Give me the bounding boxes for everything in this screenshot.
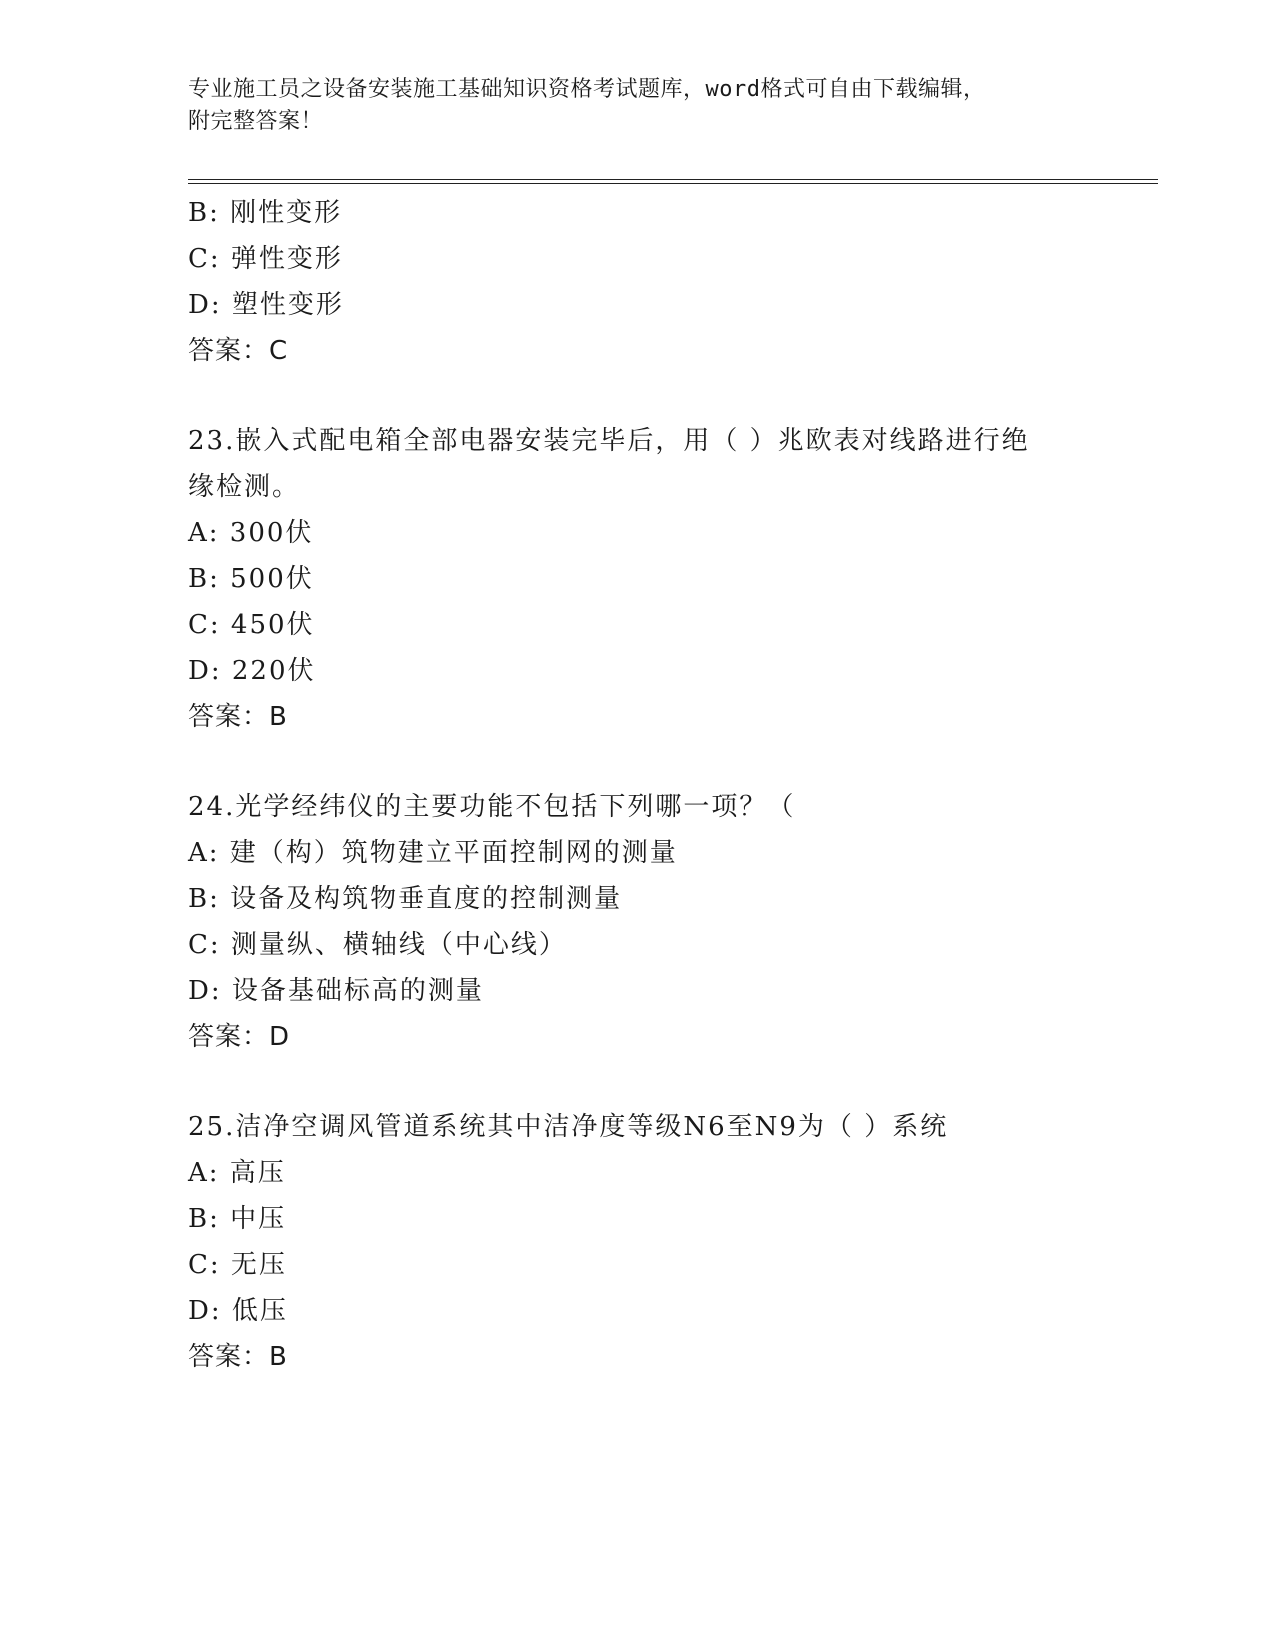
question-23 (188, 418, 1088, 740)
option-a: A: 300伏 (188, 518, 314, 548)
answer-line: 答案：B (188, 702, 288, 732)
header-divider-bottom (188, 183, 1158, 184)
document-header (188, 74, 1068, 138)
header-line-2: 附完整答案！ (188, 109, 324, 134)
question-stem-continued: 缘检测。 (188, 472, 301, 502)
option-c: C: 弹性变形 (188, 244, 343, 274)
option-b: B: 500伏 (188, 564, 314, 594)
answer-line: 答案：C (188, 336, 289, 366)
option-c: C: 无压 (188, 1250, 287, 1280)
question-24 (188, 784, 1088, 1060)
previous-question-tail (188, 190, 1088, 374)
option-d: D: 220伏 (188, 656, 316, 686)
header-line-1: 专业施工员之设备安装施工基础知识资格考试题库，word格式可自由下载编辑， (188, 77, 986, 102)
header-divider-top (188, 179, 1158, 180)
option-b: B: 刚性变形 (188, 198, 343, 228)
question-list (188, 190, 1088, 1380)
answer-line: 答案：D (188, 1022, 291, 1052)
option-b: B: 中压 (188, 1204, 287, 1234)
question-25 (188, 1104, 1088, 1380)
question-stem: 24.光学经纬仪的主要功能不包括下列哪一项？（ (188, 792, 796, 822)
option-d: D: 设备基础标高的测量 (188, 976, 484, 1006)
question-stem: 23.嵌入式配电箱全部电器安装完毕后，用（ ）兆欧表对线路进行绝 (188, 426, 1030, 456)
option-a: A: 高压 (188, 1158, 286, 1188)
option-d: D: 低压 (188, 1296, 288, 1326)
option-b: B: 设备及构筑物垂直度的控制测量 (188, 884, 623, 914)
option-d: D: 塑性变形 (188, 290, 344, 320)
option-c: C: 测量纵、横轴线（中心线） (188, 930, 567, 960)
question-stem: 25.洁净空调风管道系统其中洁净度等级N6至N9为（ ）系统 (188, 1112, 949, 1142)
option-a: A: 建（构）筑物建立平面控制网的测量 (188, 838, 678, 868)
option-c: C: 450伏 (188, 610, 315, 640)
answer-line: 答案：B (188, 1342, 288, 1372)
